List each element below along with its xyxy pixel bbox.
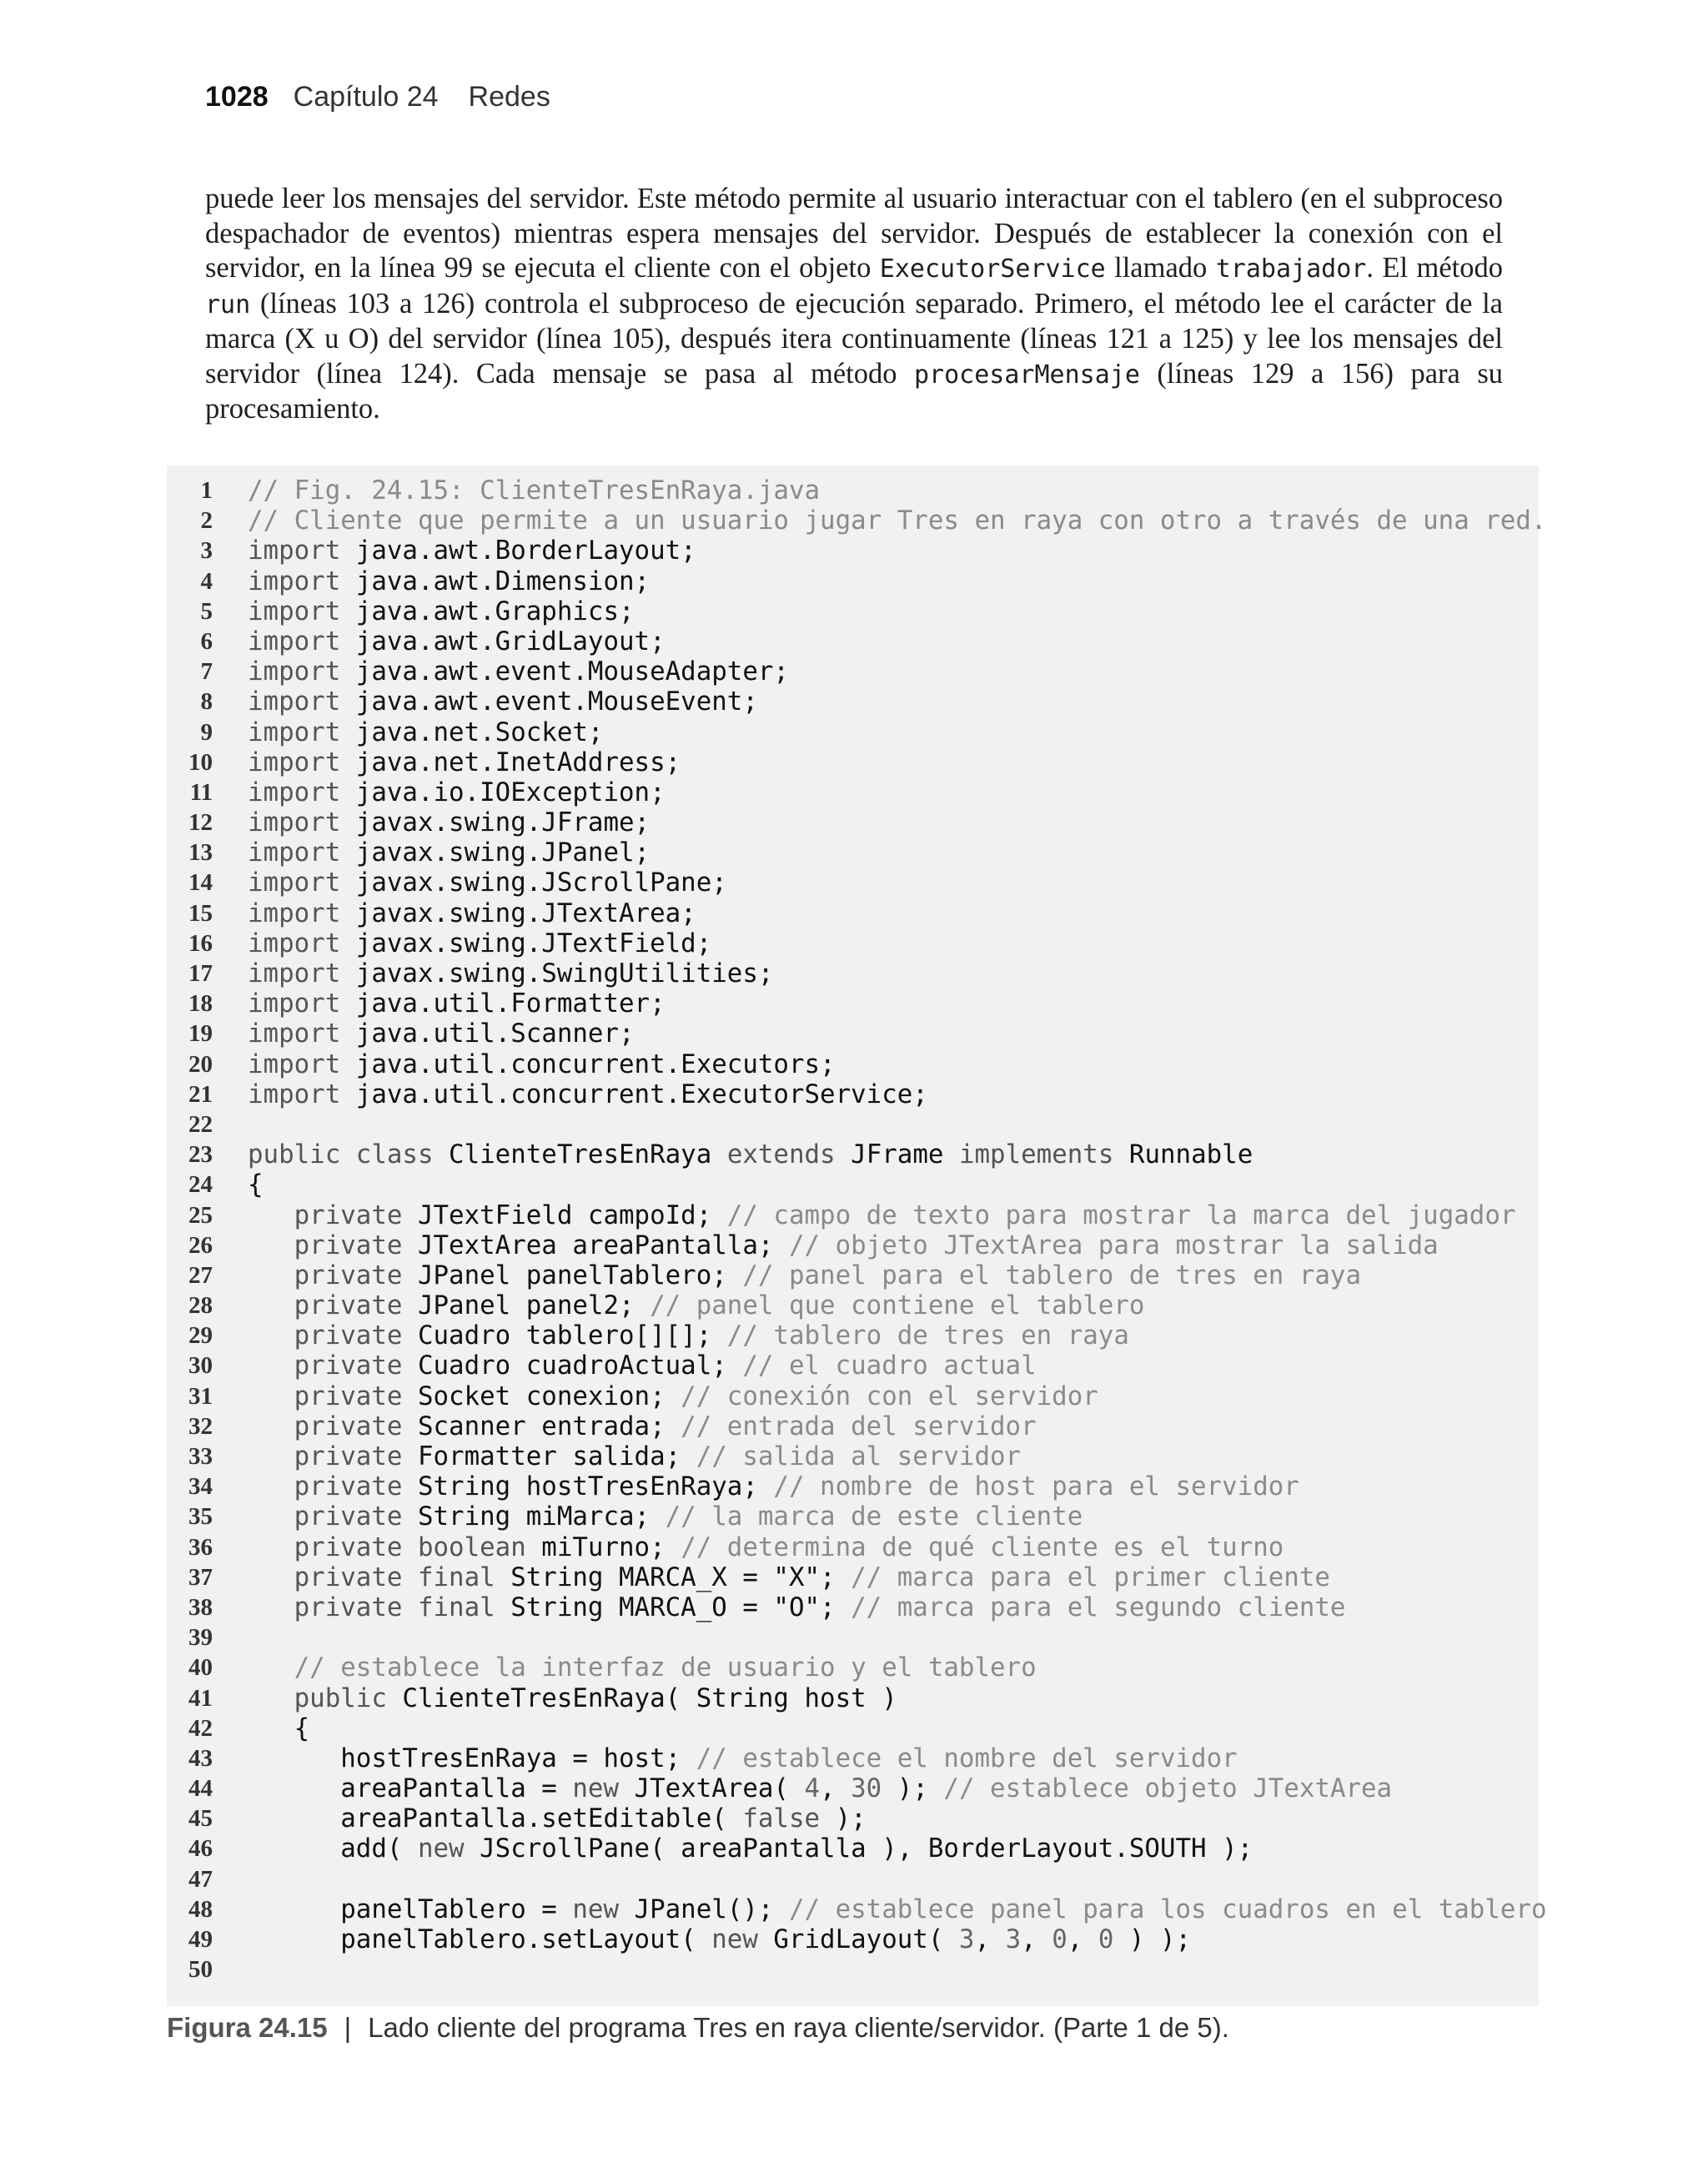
code-text: import javax.swing.JTextField; bbox=[248, 928, 712, 958]
intro-text: llamado bbox=[1105, 252, 1216, 284]
code-text: import javax.swing.JTextArea; bbox=[248, 898, 696, 928]
code-text: import javax.swing.JFrame; bbox=[248, 807, 651, 838]
line-number: 30 bbox=[188, 1352, 213, 1380]
code-text: import java.util.Formatter; bbox=[248, 988, 666, 1019]
line-number: 25 bbox=[188, 1201, 213, 1229]
line-number: 36 bbox=[188, 1533, 213, 1561]
code-text: // establece la interfaz de usuario y el tablero bbox=[294, 1652, 1037, 1683]
code-text: public ClienteTresEnRaya( String host ) bbox=[294, 1683, 897, 1713]
code-text: { bbox=[248, 1713, 310, 1743]
line-number: 6 bbox=[200, 627, 213, 655]
line-number: 33 bbox=[188, 1443, 213, 1470]
line-number: 44 bbox=[188, 1775, 213, 1803]
line-number: 40 bbox=[188, 1654, 213, 1682]
line-number: 46 bbox=[188, 1835, 213, 1863]
code-text: import javax.swing.JScrollPane; bbox=[248, 868, 727, 898]
caption-label: Figura 24.15 bbox=[167, 2012, 328, 2043]
line-number: 21 bbox=[188, 1080, 213, 1108]
line-number: 2 bbox=[200, 507, 213, 535]
code-text: panelTablero = new JPanel(); // establece panel para los cuadros en el tablero bbox=[248, 1894, 1547, 1924]
code-text: { bbox=[248, 1169, 264, 1200]
code-text: import javax.swing.JPanel; bbox=[248, 837, 651, 868]
code-text: areaPantalla.setEditable( false ); bbox=[248, 1803, 867, 1834]
code-text: private JTextArea areaPantalla; // objeto JTextArea para mostrar la salida bbox=[294, 1230, 1439, 1260]
line-number: 18 bbox=[188, 990, 213, 1018]
caption-text: Lado cliente del programa Tres en raya cliente/servidor. (Parte 1 de 5). bbox=[368, 2012, 1229, 2043]
inline-code: procesarMensaje bbox=[913, 360, 1140, 390]
line-number: 23 bbox=[188, 1141, 213, 1169]
code-text: areaPantalla = new JTextArea( 4, 30 ); // establece objeto JTextArea bbox=[248, 1773, 1393, 1804]
line-number: 32 bbox=[188, 1412, 213, 1440]
line-number: 3 bbox=[200, 537, 213, 565]
section-title: Redes bbox=[468, 81, 550, 113]
intro-text: puede leer los mensajes del servidor. Este método permite al usuario interactuar con el tablero (en el subproceso despachador de eventos) mientras espera mensajes del servidor. Después de establecer la conexión con el servidor, en la línea 99 se ejecuta el cliente con el objeto bbox=[205, 183, 1503, 284]
inline-code: run bbox=[205, 289, 251, 319]
intro-text: (líneas 103 a 126) controla el subproceso de ejecución separado. Primero, el método lee el carácter de la marca (X u O) del servidor (línea 105), después itera continuamente (líneas 121 a 125) y lee los mensajes del servidor (línea 124). Cada mensaje se pasa al método bbox=[205, 287, 1503, 390]
code-text: private Scanner entrada; // entrada del servidor bbox=[294, 1411, 1037, 1441]
intro-paragraph bbox=[205, 182, 1503, 427]
code-text: public class ClienteTresEnRaya extends JFrame implements Runnable bbox=[248, 1139, 1253, 1170]
page-number: 1028 bbox=[205, 81, 269, 113]
line-number: 49 bbox=[188, 1926, 213, 1953]
line-number: 14 bbox=[188, 869, 213, 897]
code-text: private boolean miTurno; // determina de qué cliente es el turno bbox=[294, 1532, 1284, 1562]
code-text: import java.util.concurrent.Executors; bbox=[248, 1049, 836, 1079]
code-text: add( new JScrollPane( areaPantalla ), BorderLayout.SOUTH ); bbox=[248, 1833, 1253, 1864]
code-text: import java.util.Scanner; bbox=[248, 1019, 635, 1049]
caption-separator: | bbox=[344, 2012, 352, 2043]
code-text: private Formatter salida; // salida al servidor bbox=[294, 1441, 1022, 1471]
code-text: private String hostTresEnRaya; // nombre de host para el servidor bbox=[294, 1471, 1299, 1502]
code-text: private Socket conexion; // conexión con el servidor bbox=[294, 1381, 1098, 1411]
page-header bbox=[205, 81, 550, 123]
code-text: import java.awt.GridLayout; bbox=[248, 626, 666, 656]
code-text: panelTablero.setLayout( new GridLayout( 3, 3, 0, 0 ) ); bbox=[248, 1924, 1192, 1954]
intro-text: (líneas 129 a 156) para su procesamiento. bbox=[205, 357, 1503, 425]
line-number: 35 bbox=[188, 1503, 213, 1531]
line-number: 9 bbox=[200, 718, 213, 746]
line-number: 26 bbox=[188, 1231, 213, 1259]
code-text: // Cliente que permite a un usuario jugar Tres en raya con otro a través de una red. bbox=[248, 506, 1547, 536]
line-number: 5 bbox=[200, 597, 213, 625]
line-number: 16 bbox=[188, 929, 213, 957]
code-text: private JPanel panel2; // panel que contiene el tablero bbox=[294, 1290, 1145, 1321]
code-text: // Fig. 24.15: ClienteTresEnRaya.java bbox=[248, 475, 821, 506]
code-text: private Cuadro cuadroActual; // el cuadro actual bbox=[294, 1351, 1037, 1381]
line-number: 28 bbox=[188, 1292, 213, 1320]
code-text: import java.io.IOException; bbox=[248, 777, 666, 807]
line-number: 41 bbox=[188, 1684, 213, 1712]
code-text: import java.util.concurrent.ExecutorService; bbox=[248, 1079, 928, 1109]
line-number: 38 bbox=[188, 1593, 213, 1621]
code-listing bbox=[167, 465, 1547, 2006]
line-number: 43 bbox=[188, 1744, 213, 1772]
code-text: private JTextField campoId; // campo de texto para mostrar la marca del jugador bbox=[294, 1200, 1516, 1230]
line-number: 7 bbox=[200, 658, 213, 686]
code-text: import java.awt.Dimension; bbox=[248, 566, 651, 596]
code-text: import java.awt.event.MouseEvent; bbox=[248, 687, 758, 717]
inline-code: trabajador bbox=[1215, 254, 1367, 284]
line-number: 47 bbox=[188, 1865, 213, 1893]
code-text: private Cuadro tablero[][]; // tablero de tres en raya bbox=[294, 1320, 1129, 1351]
line-number: 12 bbox=[188, 809, 213, 837]
line-number: 13 bbox=[188, 839, 213, 867]
line-number: 39 bbox=[188, 1624, 213, 1652]
line-number: 10 bbox=[188, 748, 213, 776]
figure-caption bbox=[167, 2012, 1229, 2044]
code-text: import java.awt.BorderLayout; bbox=[248, 536, 696, 566]
line-number: 48 bbox=[188, 1895, 213, 1923]
line-number: 29 bbox=[188, 1322, 213, 1350]
code-text: hostTresEnRaya = host; // establece el nombre del servidor bbox=[248, 1743, 1238, 1773]
code-text: import java.net.InetAddress; bbox=[248, 747, 681, 777]
line-number: 20 bbox=[188, 1050, 213, 1078]
code-text: import javax.swing.SwingUtilities; bbox=[248, 958, 774, 988]
line-number: 42 bbox=[188, 1714, 213, 1742]
inline-code: ExecutorService bbox=[879, 254, 1106, 284]
line-number: 50 bbox=[188, 1956, 213, 1984]
line-number: 37 bbox=[188, 1563, 213, 1591]
line-number: 1 bbox=[200, 477, 213, 504]
code-text: private String miMarca; // la marca de este cliente bbox=[294, 1501, 1083, 1532]
line-number: 24 bbox=[188, 1171, 213, 1199]
code-text: import java.awt.event.MouseAdapter; bbox=[248, 656, 789, 687]
line-number: 27 bbox=[188, 1261, 213, 1289]
line-number: 4 bbox=[200, 567, 213, 595]
line-number: 22 bbox=[188, 1110, 213, 1138]
line-number: 19 bbox=[188, 1020, 213, 1048]
line-number: 34 bbox=[188, 1473, 213, 1501]
code-text: import java.awt.Graphics; bbox=[248, 596, 635, 626]
chapter-title: Capítulo 24 bbox=[293, 81, 439, 113]
line-number: 15 bbox=[188, 899, 213, 927]
code-text: private final String MARCA_X = "X"; // marca para el primer cliente bbox=[294, 1562, 1330, 1592]
intro-text: . El método bbox=[1366, 252, 1503, 284]
line-number: 17 bbox=[188, 960, 213, 987]
line-number: 8 bbox=[200, 688, 213, 716]
code-text: private final String MARCA_O = "O"; // marca para el segundo cliente bbox=[294, 1592, 1346, 1622]
code-text: private JPanel panelTablero; // panel para el tablero de tres en raya bbox=[294, 1260, 1361, 1290]
line-number: 31 bbox=[188, 1382, 213, 1410]
code-text: import java.net.Socket; bbox=[248, 717, 604, 747]
line-number: 45 bbox=[188, 1805, 213, 1833]
line-number: 11 bbox=[189, 778, 213, 806]
